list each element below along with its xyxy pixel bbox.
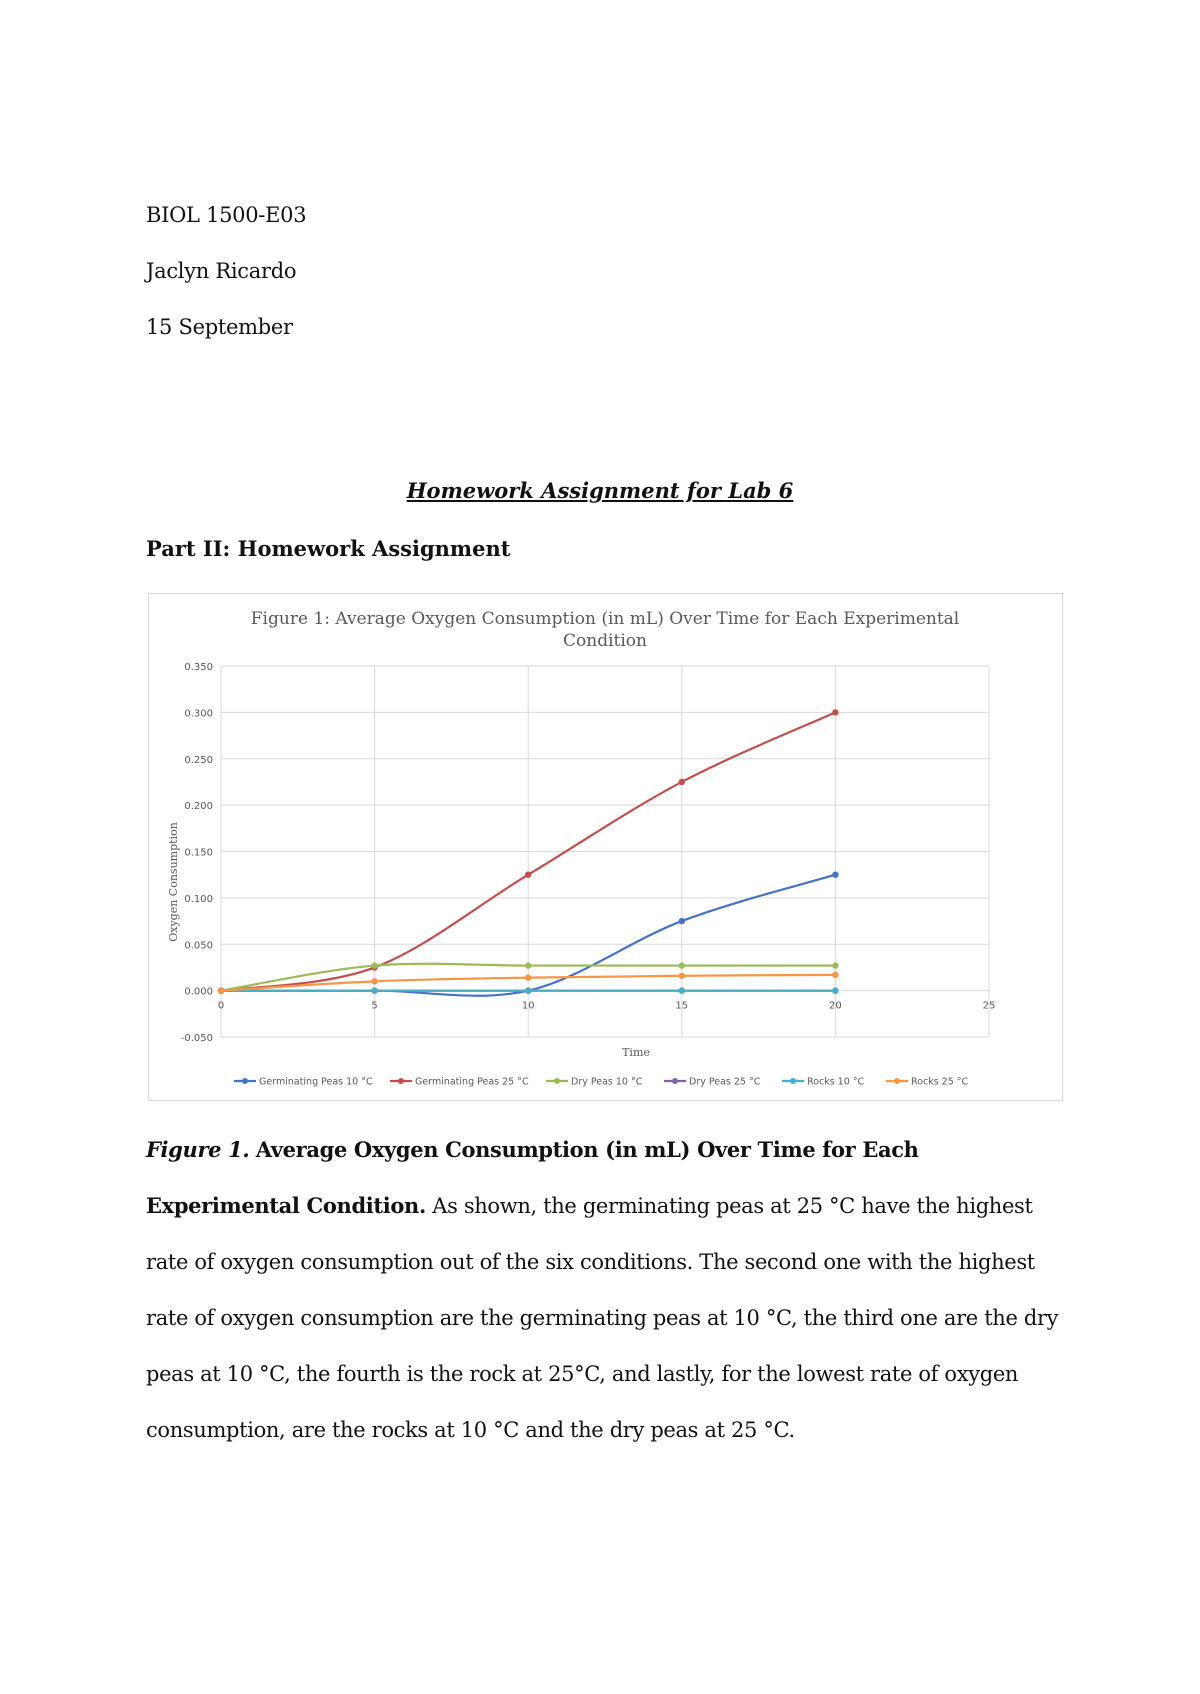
caption-title: Average Oxygen Consumption (in mL) Over Time for Each Experimental Condition.	[146, 1137, 919, 1218]
caption-figure-label: Figure 1.	[146, 1137, 250, 1162]
data-point	[371, 978, 377, 984]
data-point	[679, 962, 685, 968]
x-tick-label: 10	[521, 1000, 535, 1012]
y-tick-label: 0.300	[184, 708, 213, 720]
data-point	[525, 974, 531, 980]
x-tick-label: 5	[371, 1000, 378, 1012]
legend-marker	[242, 1078, 248, 1084]
data-point	[832, 709, 838, 715]
x-tick-label: 25	[982, 1000, 996, 1012]
caption-body: As shown, the germinating peas at 25 °C have the highest rate of oxygen consumption out of the six conditions. The second one with the highest rate of oxygen consumption are the germinating peas at 10 °C, the third one are the dry peas at 10 °C, the fourth is the rock at 25°C, and lastly, for the lowest rate of oxygen consumption, are the rocks at 10 °C and the dry peas at 25 °C.	[146, 1194, 1059, 1442]
chart-title-line-1: Figure 1: Average Oxygen Consumption (in mL) Over Time for Each Experimental	[250, 609, 960, 629]
data-point	[679, 973, 685, 979]
y-tick-label: 0.100	[184, 893, 213, 905]
y-axis-label: Oxygen Consumption	[167, 822, 180, 942]
chart-title-line-2: Condition	[563, 631, 647, 651]
legend-marker	[672, 1078, 678, 1084]
chart-legend	[234, 1077, 969, 1088]
data-point	[371, 987, 377, 993]
data-point	[679, 779, 685, 785]
legend-marker	[790, 1078, 796, 1084]
y-tick-label: 0.250	[184, 754, 213, 766]
legend-item	[390, 1077, 529, 1088]
legend-item	[886, 1077, 969, 1088]
y-tick-label: 0.050	[184, 940, 213, 952]
y-tick-label: -0.050	[180, 1033, 213, 1044]
legend-marker	[554, 1078, 560, 1084]
data-point	[679, 987, 685, 993]
legend-item	[234, 1077, 373, 1088]
chart-svg	[149, 594, 1062, 1100]
course-code: BIOL 1500-E03	[146, 203, 307, 227]
legend-item	[782, 1077, 865, 1088]
legend-marker	[398, 1078, 404, 1084]
y-tick-label: 0.350	[184, 662, 213, 673]
figure-caption	[146, 1122, 1066, 1458]
legend-label: Germinating Peas 25 °C	[415, 1076, 529, 1088]
data-point	[371, 962, 377, 968]
data-point	[525, 962, 531, 968]
x-axis-label: Time	[622, 1046, 650, 1059]
data-point	[525, 987, 531, 993]
legend-label: Germinating Peas 10 °C	[259, 1076, 373, 1088]
part-heading: Part II: Homework Assignment	[146, 536, 511, 561]
x-tick-label: 0	[217, 1000, 225, 1012]
figure-1-chart	[148, 593, 1063, 1101]
data-point	[832, 871, 838, 877]
data-point	[832, 987, 838, 993]
series-4	[218, 987, 839, 993]
legend-label: Dry Peas 10 °C	[571, 1076, 643, 1088]
legend-item	[546, 1077, 643, 1088]
chart-tick-labels	[181, 662, 996, 1044]
data-point	[832, 972, 838, 978]
legend-label: Rocks 10 °C	[807, 1076, 865, 1088]
legend-marker	[894, 1078, 900, 1084]
legend-label: Dry Peas 25 °C	[689, 1076, 761, 1088]
document-title: Homework Assignment for Lab 6	[406, 478, 794, 503]
x-tick-label: 20	[829, 1000, 842, 1012]
y-tick-label: 0.150	[184, 847, 213, 859]
y-tick-label: 0.200	[184, 801, 213, 813]
assignment-date: 15 September	[146, 315, 293, 339]
data-point	[832, 962, 838, 968]
data-point	[218, 987, 224, 993]
chart-gridlines	[221, 666, 989, 1037]
x-tick-label: 15	[675, 1000, 689, 1012]
y-tick-label: 0.000	[184, 986, 213, 998]
data-point	[525, 871, 531, 877]
data-point	[679, 918, 685, 924]
legend-item	[664, 1077, 761, 1088]
legend-label: Rocks 25 °C	[911, 1076, 969, 1088]
student-name: Jaclyn Ricardo	[146, 259, 297, 283]
